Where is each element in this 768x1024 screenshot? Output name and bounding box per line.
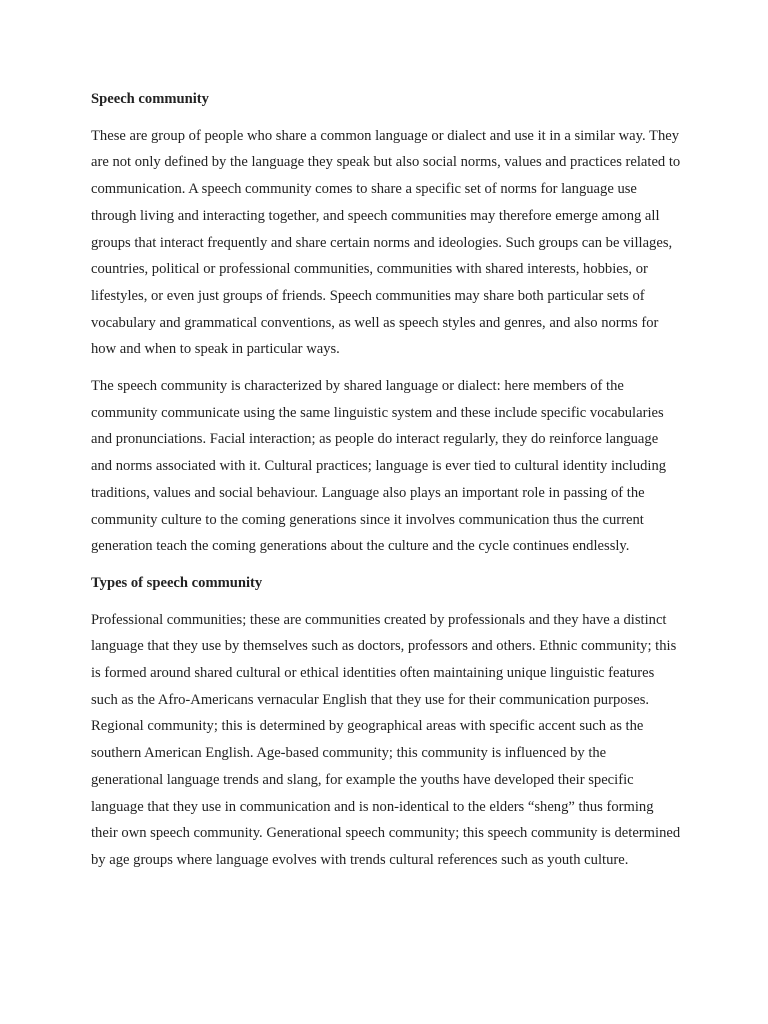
paragraph-characteristics: The speech community is characterized by shared language or dialect: here members of the community communicate using the same linguistic system and these include specific vocabularies and pronunciations. Facial interaction; as people do interact regularly, they do reinforce language and norms associated with it. Cultural practices; language is ever tied to cultural identity including traditions, values and social behaviour. Language also plays an important role in passing of the community culture to the coming generations since it involves communication thus the current generation teach the coming generations about the culture and the cycle continues endlessly.: [91, 378, 667, 555]
paragraph-definition: These are group of people who share a common language or dialect and use it in a similar way. They are not only defined by the language they speak but also social norms, values and practices related to communication. A speech community comes to share a specific set of norms for language use through living and interacting together, and speech communities may therefore emerge among all groups that interact frequently and share certain norms and ideologies. Such groups can be villages, countries, political or professional communities, communities with shared interests, hobbies, or lifestyles, or even just groups of friends. Speech communities may share both particular sets of vocabulary and grammatical conventions, as well as speech styles and genres, and also norms for how and when to speak in particular ways.: [91, 127, 681, 358]
paragraph-types: Professional communities; these are communities created by professionals and they have a distinct language that they use by themselves such as doctors, professors and others. Ethnic community; this is formed around shared cultural or ethical identities often maintaining unique linguistic features such as the Afro-Americans vernacular English that they use for their communication purposes. Regional community; this is determined by geographical areas with specific accent such as the southern American English. Age-based community; this community is influenced by the generational language trends and slang, for example the youths have developed their specific language that they use in communication and is non-identical to the elders “sheng” thus forming their own speech community. Generational speech community; this speech community is determined by age groups where language evolves with trends cultural references such as youth culture.: [91, 611, 681, 868]
document-page: [91, 86, 681, 884]
section-heading-types: Types of speech community: [91, 574, 263, 591]
section-heading-speech-community: Speech community: [91, 91, 209, 107]
